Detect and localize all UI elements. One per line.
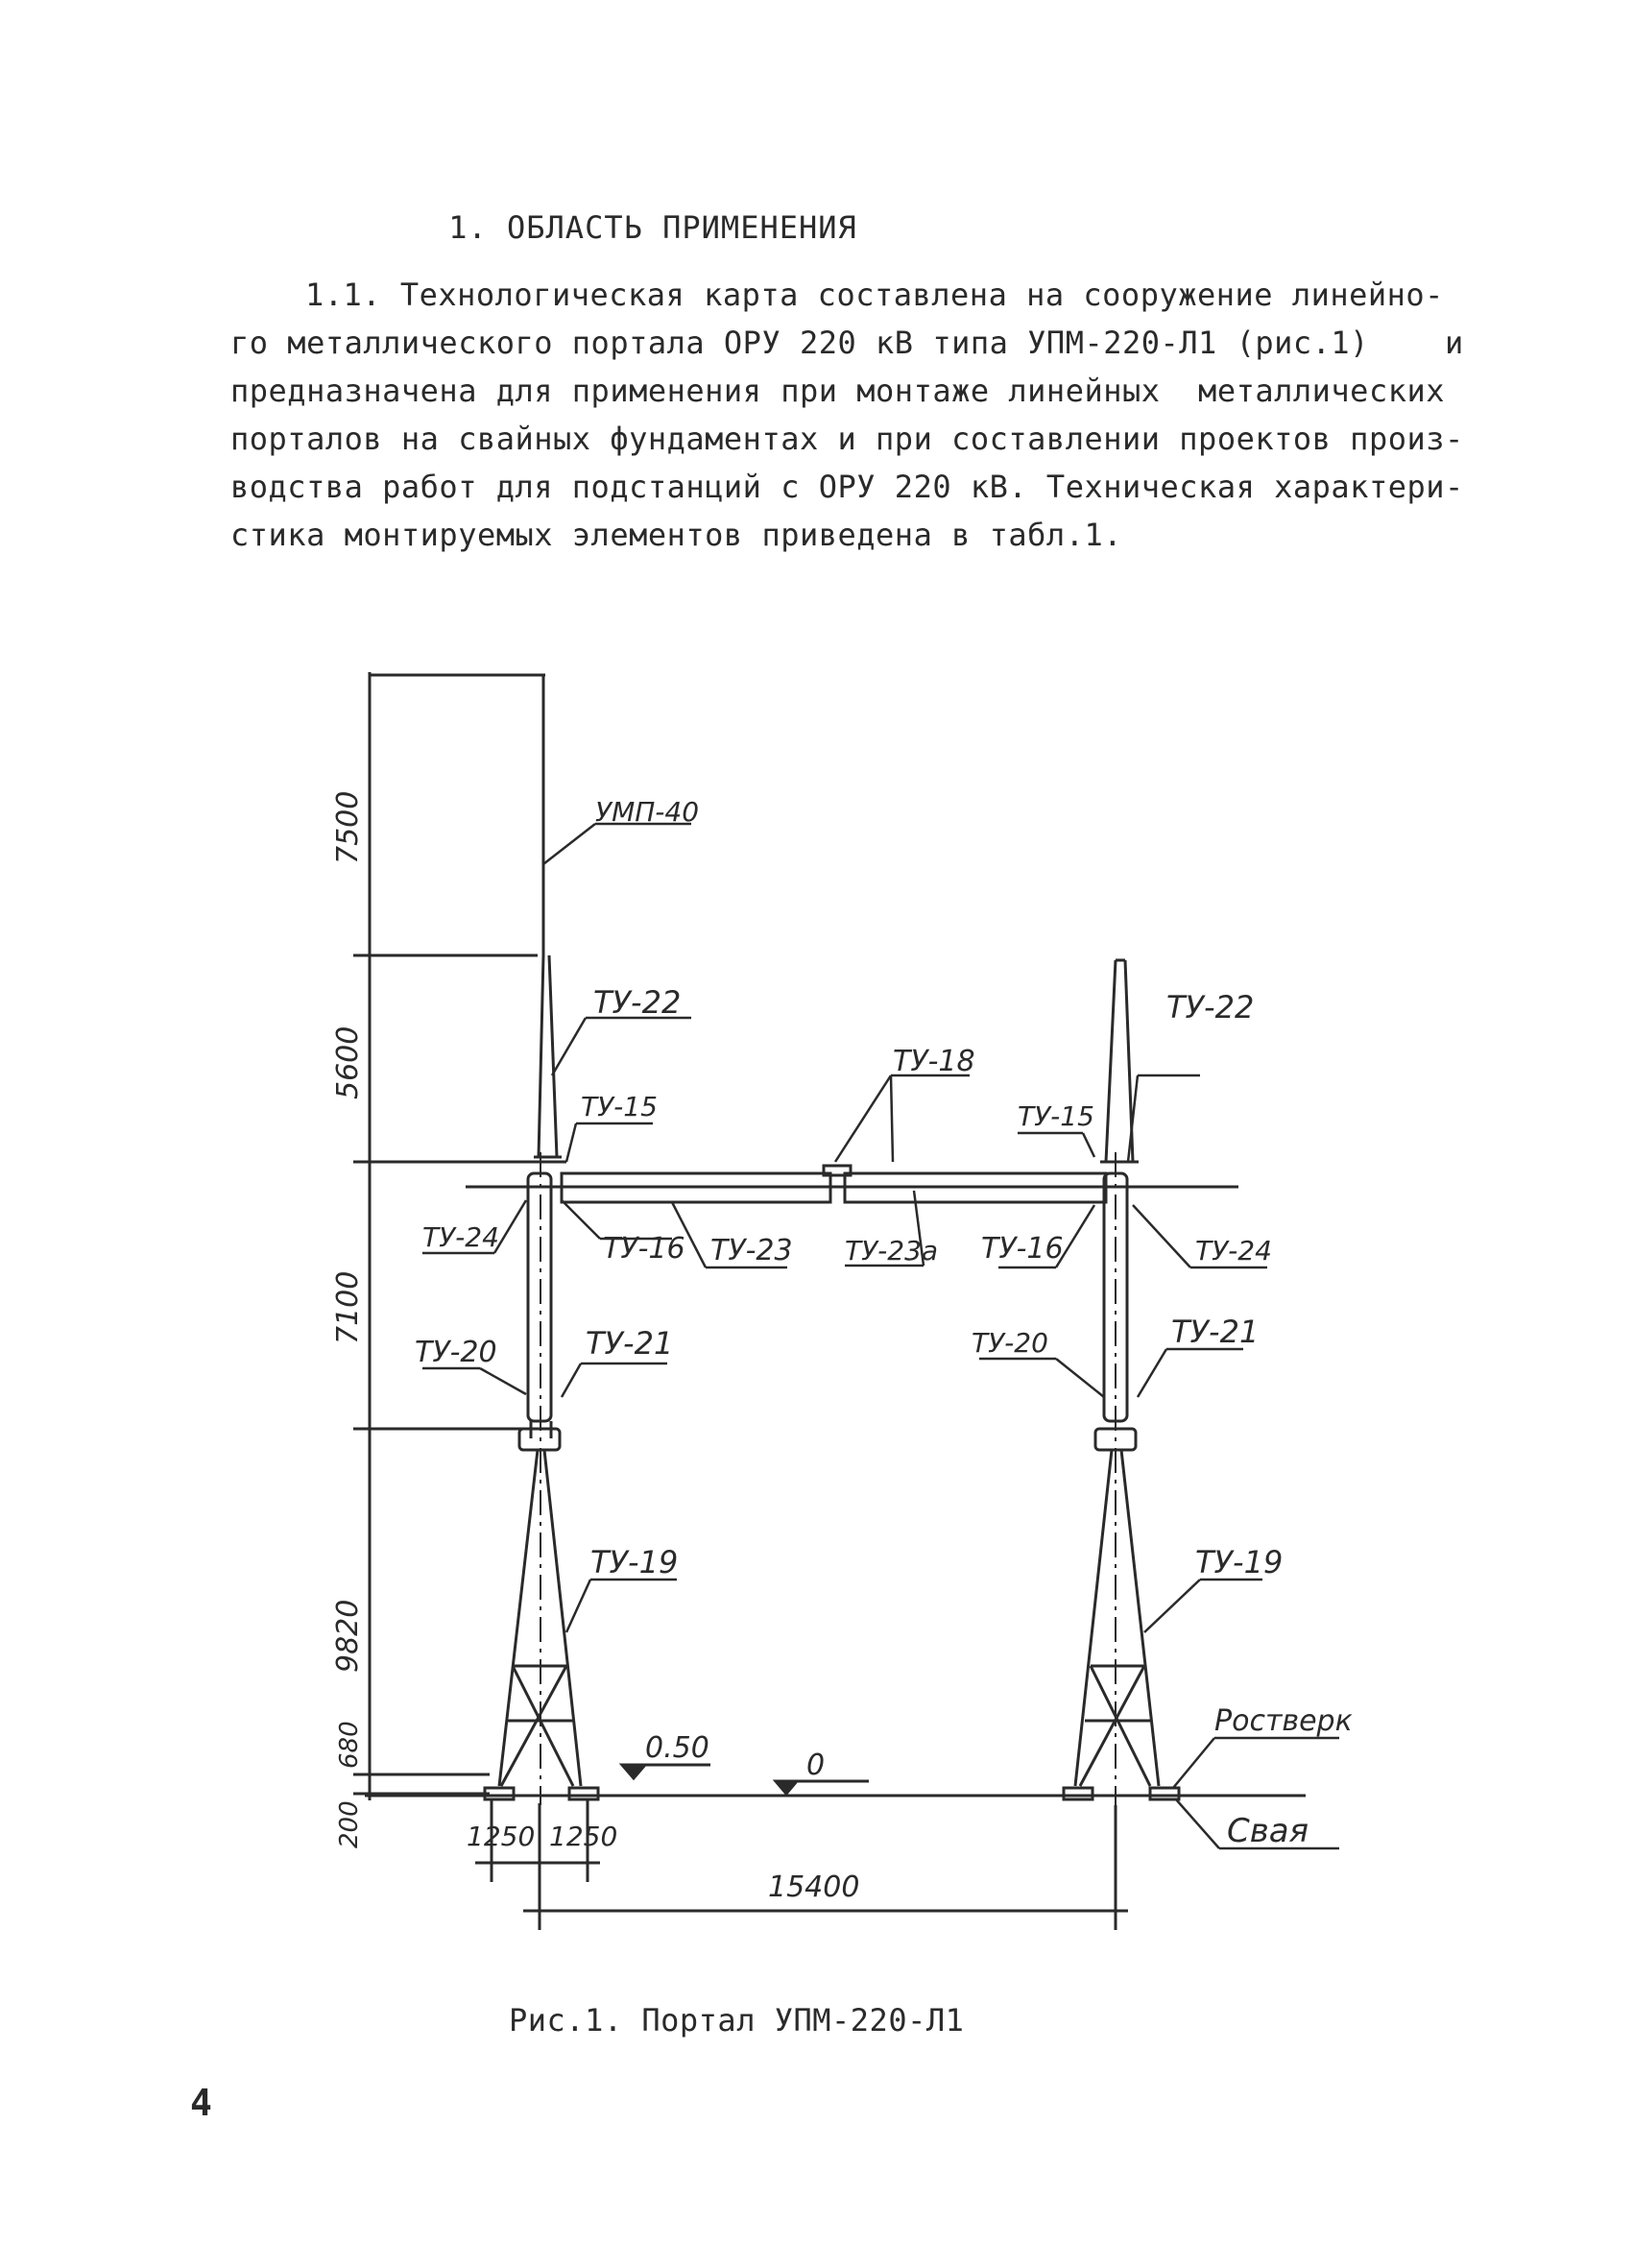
label-tu23a: ТУ-23а — [845, 1235, 939, 1267]
label-tu22-left: ТУ-22 — [593, 984, 682, 1021]
dim-15400: 15400 — [768, 1870, 860, 1904]
top-mast — [534, 675, 562, 1157]
label-tu24-right: ТУ-24 — [1195, 1235, 1272, 1267]
label-level-050: 0.50 — [645, 1731, 709, 1765]
paragraph-line: водства работ для подстанций с ОРУ 220 кВ. Техническая характери- — [230, 469, 1464, 505]
dim-7500: 7500 — [331, 790, 365, 864]
label-tu21-right: ТУ-21 — [1171, 1314, 1260, 1350]
crossbeam — [466, 1166, 1238, 1202]
label-tu19-right: ТУ-19 — [1195, 1544, 1284, 1580]
dim-680: 680 — [335, 1721, 364, 1769]
label-tu18: ТУ-18 — [893, 1045, 975, 1078]
section-heading: 1. ОБЛАСТЬ ПРИМЕНЕНИЯ — [448, 209, 857, 246]
label-grillage: Ростверк — [1214, 1704, 1353, 1738]
label-tu16-right: ТУ-16 — [981, 1232, 1064, 1266]
label-top-mast: УМП-40 — [595, 796, 700, 828]
label-tu23: ТУ-23 — [710, 1234, 793, 1267]
label-tu20-right: ТУ-20 — [972, 1327, 1048, 1359]
label-tu16-left: ТУ-16 — [603, 1232, 685, 1266]
dim-9820: 9820 — [331, 1599, 365, 1673]
label-level-0: 0 — [806, 1749, 826, 1782]
label-tu22-right: ТУ-22 — [1166, 989, 1255, 1025]
label-tu21-left: ТУ-21 — [586, 1325, 674, 1362]
label-tu15-right: ТУ-15 — [1018, 1100, 1094, 1132]
label-tu20-left: ТУ-20 — [415, 1336, 497, 1369]
dim-1250-right: 1250 — [549, 1821, 618, 1852]
paragraph-line: го металлического портала ОРУ 220 кВ типа УПМ-220-Л1 (рис.1) и — [230, 325, 1464, 361]
dim-5600: 5600 — [331, 1025, 365, 1099]
dim-1250-left: 1250 — [467, 1821, 536, 1852]
page-number: 4 — [190, 2082, 212, 2124]
label-tu15-left: ТУ-15 — [581, 1091, 658, 1122]
paragraph-line: порталов на свайных фундаментах и при составлении проектов произ- — [230, 421, 1464, 457]
label-tu24-left: ТУ-24 — [422, 1221, 499, 1253]
label-pile: Свая — [1227, 1812, 1309, 1850]
paragraph-line: стика монтируемых элементов приведена в табл.1. — [230, 517, 1122, 553]
paragraph-line: 1.1. Технологическая карта составлена на сооружение линейно- — [305, 277, 1444, 313]
figure-caption: Рис.1. Портал УПМ-220-Л1 — [509, 2002, 965, 2039]
dim-200: 200 — [335, 1800, 364, 1848]
level-marker-0 — [776, 1781, 869, 1794]
level-marker-050 — [622, 1765, 710, 1778]
label-tu19-left: ТУ-19 — [590, 1544, 679, 1580]
dim-7100: 7100 — [331, 1270, 365, 1344]
paragraph-line: предназначена для применения при монтаже линейных металлических — [230, 373, 1445, 409]
